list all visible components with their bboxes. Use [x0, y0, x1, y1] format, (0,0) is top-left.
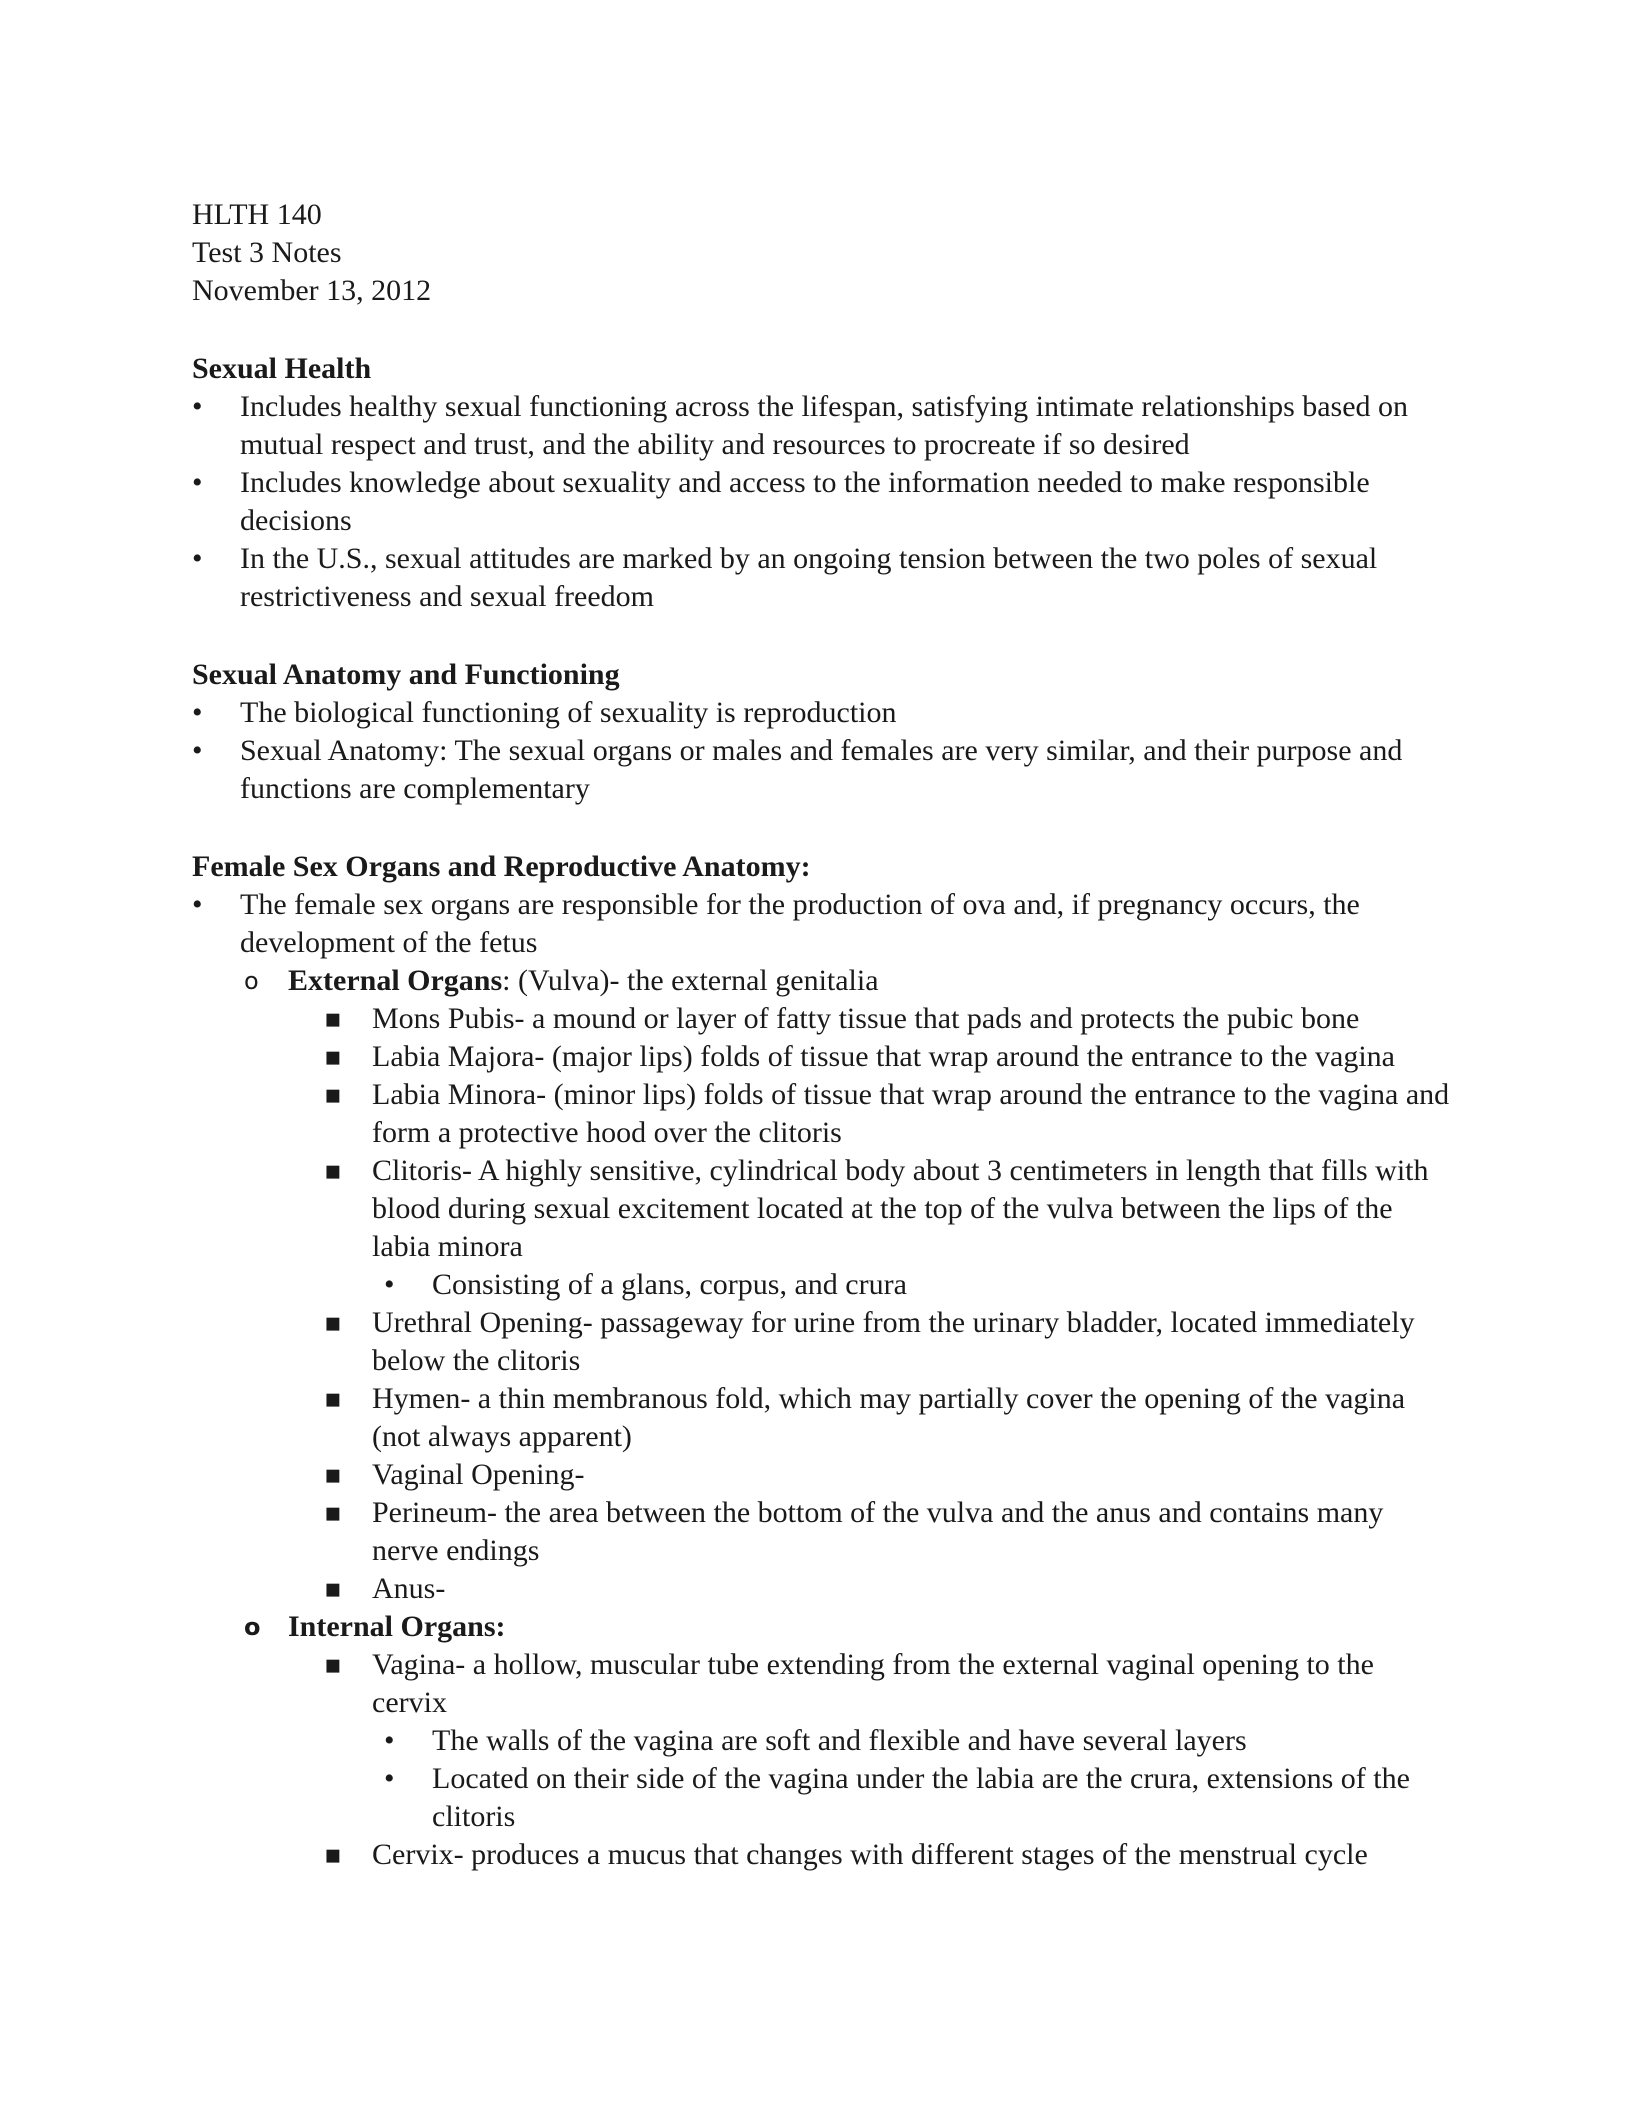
list-item-text: The female sex organs are responsible for the production of ova and, if pregnancy occurs, the development of the fetus — [240, 888, 1360, 959]
section-heading: Sexual Health — [192, 352, 372, 385]
list-item: ▪ Hymen- a thin membranous fold, which may partially cover the opening of the vagina (not always apparent) — [324, 1380, 1452, 1456]
internal-organs-item — [240, 1608, 1452, 1874]
detail-list — [384, 1266, 1452, 1304]
list-item: • The walls of the vagina are soft and flexible and have several layers — [384, 1722, 1452, 1760]
document-subtitle: Test 3 Notes — [192, 236, 342, 269]
list-item: • Consisting of a glans, corpus, and crura — [384, 1266, 1452, 1304]
document-date: November 13, 2012 — [192, 274, 432, 307]
detail-list — [384, 1722, 1452, 1836]
list-item: • In the U.S., sexual attitudes are marked by an ongoing tension between the two poles of sexual restrictiveness and sexual freedom — [192, 540, 1452, 616]
list-item: • Includes knowledge about sexuality and access to the information needed to make responsible decisions — [192, 464, 1452, 540]
section-heading: Sexual Anatomy and Functioning — [192, 658, 620, 691]
list-item: ▪ Labia Majora- (major lips) folds of tissue that wrap around the entrance to the vagina — [324, 1038, 1452, 1076]
list-item: • The biological functioning of sexuality is reproduction — [192, 694, 1452, 732]
list-item: ▪ Vaginal Opening- — [324, 1456, 1452, 1494]
section-anatomy — [192, 656, 1452, 808]
list-item: ▪ Perineum- the area between the bottom of the vulva and the anus and contains many nerve endings — [324, 1494, 1452, 1570]
list-item: ▪ Labia Minora- (minor lips) folds of tissue that wrap around the entrance to the vagina and form a protective hood over the clitoris — [324, 1076, 1452, 1152]
list-item — [324, 1646, 1452, 1836]
list-item-text: Clitoris- A highly sensitive, cylindrical body about 3 centimeters in length that fills with blood during sexual excitement located at the top of the vulva between the lips of the labia minora — [372, 1154, 1429, 1263]
course-title: HLTH 140 — [192, 198, 322, 231]
list-item — [192, 886, 1452, 1874]
section-female-organs — [192, 848, 1452, 1874]
sub-list — [240, 962, 1452, 1874]
section-sexual-health — [192, 350, 1452, 616]
list-item: ▪ Mons Pubis- a mound or layer of fatty tissue that pads and protects the pubic bone — [324, 1000, 1452, 1038]
list-item: • Located on their side of the vagina under the labia are the crura, extensions of the clitoris — [384, 1760, 1452, 1836]
list-item: ▪ Cervix- produces a mucus that changes with different stages of the menstrual cycle — [324, 1836, 1452, 1874]
list-item — [324, 1152, 1452, 1304]
circle-bullet-icon: o — [244, 967, 259, 995]
list-item: ▪ Urethral Opening- passageway for urine from the urinary bladder, located immediately below the clitoris — [324, 1304, 1452, 1380]
list-item: • Sexual Anatomy: The sexual organs or males and females are very similar, and their purpose and functions are complementary — [192, 732, 1452, 808]
list-item-text: Vagina- a hollow, muscular tube extending from the external vaginal opening to the cervix — [372, 1648, 1374, 1719]
list-item: ▪ Anus- — [324, 1570, 1452, 1608]
bullet-list — [192, 388, 1452, 616]
circle-bullet-icon: o — [244, 1613, 261, 1641]
section-heading: Female Sex Organs and Reproductive Anatomy: — [192, 850, 811, 883]
list-item: • Includes healthy sexual functioning across the lifespan, satisfying intimate relationships based on mutual respect and trust, and the ability and resources to procreate if so desired — [192, 388, 1452, 464]
bullet-list — [192, 886, 1452, 1874]
external-organs-item — [240, 962, 1452, 1608]
sub-sub-list — [324, 1000, 1452, 1608]
subheading-label: External Organs — [288, 964, 503, 997]
subheading-label: Internal Organs: — [288, 1610, 506, 1643]
bullet-list — [192, 694, 1452, 808]
document-body — [192, 196, 1452, 1874]
subheading-rest: : (Vulva)- the external genitalia — [502, 964, 879, 997]
sub-sub-list — [324, 1646, 1452, 1874]
